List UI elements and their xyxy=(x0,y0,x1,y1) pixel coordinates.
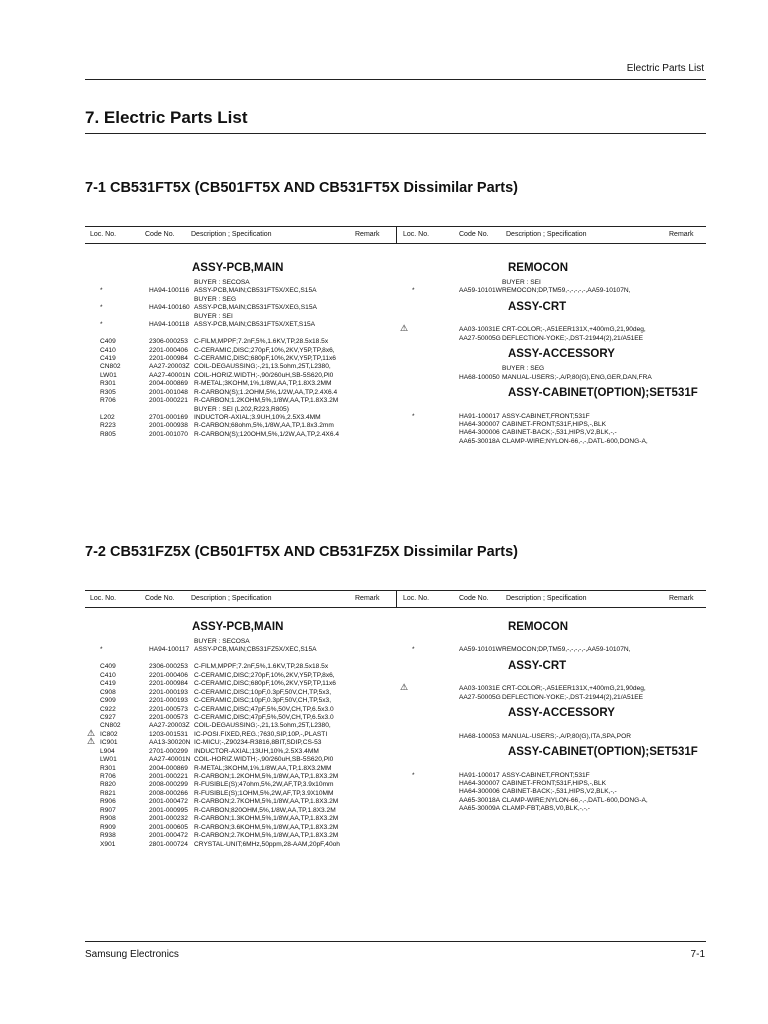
part-row xyxy=(400,772,705,780)
part-row xyxy=(87,287,392,295)
part-loc: C927 xyxy=(100,713,116,721)
table-header-7-2 xyxy=(85,590,706,608)
part-row xyxy=(87,646,392,654)
part-row xyxy=(87,397,392,405)
part-desc: DEFLECTION-YOKE;-,DST-21944(2),21/A51EE xyxy=(502,334,644,342)
part-loc: * xyxy=(100,321,103,329)
part-desc: REMOCON;DP,TM59,-,-,-,-,-,AA59-10107N, xyxy=(502,646,631,654)
part-loc: R805 xyxy=(100,430,116,438)
part-code: AA03-10031E xyxy=(459,685,501,693)
part-row xyxy=(400,797,705,805)
part-code: HA91-100017 xyxy=(459,771,500,779)
part-loc: C410 xyxy=(100,346,116,354)
part-code: 2001-000221 xyxy=(149,397,188,405)
part-desc: CRT-COLOR;-,A51EER131X,+400mG,21,90deg, xyxy=(502,326,646,334)
part-code: 2201-000193 xyxy=(149,697,188,705)
part-row xyxy=(400,374,705,382)
part-row xyxy=(87,781,392,789)
part-code: AA27-40001N xyxy=(149,756,191,764)
part-row xyxy=(400,438,705,446)
part-desc: C-FILM,MPPF;7.2nF,5%,1.6KV,TP,28.5x18.5x xyxy=(194,338,329,346)
part-row xyxy=(87,406,392,414)
part-code: 2001-001070 xyxy=(149,430,188,438)
col-remark: Remark xyxy=(669,231,694,238)
part-row xyxy=(400,638,705,646)
part-code: HA64-300006 xyxy=(459,788,500,796)
part-desc: C-CERAMIC,DISC;270pF,10%,2KV,Y5P,TP,8x6, xyxy=(194,671,335,679)
part-desc: BUYER : SEI xyxy=(194,312,233,320)
part-desc: BUYER : SEG xyxy=(502,365,545,373)
column-divider xyxy=(396,227,397,243)
part-code: 2001-000472 xyxy=(149,798,188,806)
part-desc: R-CARBON;3.6KOHM,5%,1/8W,AA,TP,1.8X3.2M xyxy=(194,823,339,831)
part-row xyxy=(400,733,705,741)
part-code: 2001-000472 xyxy=(149,832,188,840)
part-desc: CLAMP-WIRE;NYLON-66,-,-,DATL-600,DONG-A, xyxy=(502,796,648,804)
part-desc: BUYER : SEG xyxy=(194,295,237,303)
parts-column-right-7-1 xyxy=(400,257,705,446)
part-loc: * xyxy=(412,771,415,779)
part-code: 2001-000995 xyxy=(149,806,188,814)
part-row xyxy=(400,365,705,373)
part-code: 2201-000406 xyxy=(149,346,188,354)
part-row xyxy=(400,677,705,685)
part-code: 2306-000253 xyxy=(149,338,188,346)
group-heading: ASSY-PCB,MAIN xyxy=(192,262,284,274)
part-desc: R-CARBON;2.7KOHM,5%,1/8W,AA,TP,1.8X3.2M xyxy=(194,832,339,840)
part-code: HA64-300006 xyxy=(459,429,500,437)
part-code: AA03-10031E xyxy=(459,326,501,334)
col-code: Code No. xyxy=(459,595,489,602)
part-row xyxy=(87,279,392,287)
part-code: 2008-000299 xyxy=(149,781,188,789)
group-heading: ASSY-PCB,MAIN xyxy=(192,621,284,633)
part-code: HA64-300007 xyxy=(459,779,500,787)
part-loc: R305 xyxy=(100,388,116,396)
part-row xyxy=(400,694,705,702)
part-loc: R907 xyxy=(100,806,116,814)
part-desc: CRYSTAL-UNIT;6MHz,50ppm,28-AAM,20pF,40oh xyxy=(194,840,340,848)
part-desc: C-CERAMIC,DISC;680pF,10%,2KV,Y5P,TP,11x6 xyxy=(194,680,336,688)
part-row xyxy=(87,756,392,764)
col-desc: Description ; Specification xyxy=(506,231,587,238)
part-row xyxy=(87,655,392,663)
part-desc: R-CARBON;820OHM,5%,1/8W,AA,TP,1.8X3.2M xyxy=(194,806,336,814)
part-code: 2001-000605 xyxy=(149,823,188,831)
part-row xyxy=(400,805,705,813)
part-desc: COIL-DEGAUSSING;-,21,13.5ohm,25T,L2380, xyxy=(194,363,331,371)
part-loc: * xyxy=(100,287,103,295)
part-code: AA27-50005G xyxy=(459,334,501,342)
safety-warning-icon: ⚠ xyxy=(400,682,409,693)
part-row xyxy=(87,706,392,714)
col-code: Code No. xyxy=(145,231,175,238)
part-loc: * xyxy=(100,646,103,654)
part-desc: BUYER : SECOSA xyxy=(194,279,250,286)
group-heading: ASSY-CRT xyxy=(508,659,567,672)
part-row xyxy=(87,338,392,346)
part-code: AA27-20003Z xyxy=(149,363,190,371)
part-code: HA91-100017 xyxy=(459,412,500,420)
part-code: 1203-001531 xyxy=(149,730,188,738)
part-desc: COIL-HORIZ.WIDTH;-,90/260uH,SB-5S620,Pl0 xyxy=(194,756,334,764)
part-loc: IC901 xyxy=(100,739,118,747)
part-code: AA65-30018A xyxy=(459,437,501,445)
part-row xyxy=(87,389,392,397)
part-row xyxy=(87,422,392,430)
part-loc: LW01 xyxy=(100,371,117,379)
part-loc: L202 xyxy=(100,414,115,421)
part-row xyxy=(87,748,392,756)
part-row xyxy=(87,714,392,722)
part-code: AA65-30018A xyxy=(459,796,501,804)
title-rule xyxy=(85,133,706,134)
group-heading: ASSY-CRT xyxy=(508,300,567,313)
running-header: Electric Parts List xyxy=(626,63,704,74)
part-row xyxy=(87,355,392,363)
part-row xyxy=(400,682,705,693)
part-desc: INDUCTOR-AXIAL;13UH,10%,2.5X3.4MM xyxy=(194,747,319,755)
footer-page-number: 7-1 xyxy=(690,949,705,960)
part-code: 2201-000573 xyxy=(149,705,188,713)
part-code: HA64-300007 xyxy=(459,420,500,428)
col-loc: Loc. No. xyxy=(90,595,117,602)
part-desc: MANUAL-USERS;-,A/P,80(G),ITA,SPA,POR xyxy=(502,732,631,740)
part-code: 2701-000169 xyxy=(149,414,188,421)
part-row xyxy=(87,841,392,849)
part-row xyxy=(400,429,705,437)
group-heading: ASSY-ACCESSORY xyxy=(508,348,615,361)
part-desc: CABINET-BACK;-,531,HIPS,V2,BLK,-,- xyxy=(502,788,617,796)
part-desc: ASSY-PCB,MAIN;CB531FT5X/XEC,S15A xyxy=(194,287,317,295)
part-loc: * xyxy=(412,287,415,295)
part-row xyxy=(87,347,392,355)
parts-column-left-7-1 xyxy=(87,257,392,439)
part-desc: C-CERAMIC,DISC;680pF,10%,2KV,Y5P,TP,11x6 xyxy=(194,354,336,362)
part-desc: BUYER : SEI xyxy=(502,279,541,286)
part-loc: X901 xyxy=(100,840,116,848)
part-loc: CN802 xyxy=(100,363,121,371)
part-code: 2001-000221 xyxy=(149,773,188,780)
part-desc: IC-MICU;-,Z90234-R3816,8BIT,SDIP,CS-53 xyxy=(194,739,322,747)
part-desc: ASSY-PCB,MAIN;CB531FT5X/XEG,S15A xyxy=(194,304,317,312)
part-loc: CN802 xyxy=(100,722,121,730)
table-header-7-1 xyxy=(85,226,706,244)
safety-warning-icon: ⚠ xyxy=(400,323,409,334)
part-desc: CABINET-FRONT;531F,HIPS,-,BLK xyxy=(502,420,607,428)
footer-rule xyxy=(85,941,706,942)
part-code: 2001-000938 xyxy=(149,422,188,430)
part-loc: R821 xyxy=(100,789,116,797)
part-loc: R906 xyxy=(100,798,116,806)
section-heading-7-1: 7-1 CB531FT5X (CB501FT5X AND CB531FT5X Dissimilar Parts) xyxy=(85,180,519,196)
part-row xyxy=(87,765,392,773)
col-remark: Remark xyxy=(355,595,380,602)
part-loc: C419 xyxy=(100,354,116,362)
part-code: AA65-30009A xyxy=(459,805,501,813)
part-code: 2801-000724 xyxy=(149,840,188,848)
part-code: HA94-100117 xyxy=(149,646,190,654)
part-row xyxy=(87,672,392,680)
part-row xyxy=(87,380,392,388)
group-heading: REMOCON xyxy=(508,262,569,274)
parts-column-left-7-2 xyxy=(87,616,392,849)
part-row xyxy=(87,330,392,338)
part-desc: REMOCON;DP,TM59,-,-,-,-,-,AA59-10107N, xyxy=(502,287,631,295)
part-row xyxy=(87,824,392,832)
part-code: 2701-000299 xyxy=(149,747,188,755)
part-code: 2201-000406 xyxy=(149,671,188,679)
part-desc: CRT-COLOR;-,A51EER131X,+400mG,21,90deg, xyxy=(502,685,646,693)
part-row xyxy=(87,815,392,823)
part-row xyxy=(400,724,705,732)
part-desc: MANUAL-USERS;-,A/P,80(G),ENG,GER,DAN,FRA xyxy=(502,373,652,381)
part-row xyxy=(400,780,705,788)
part-row xyxy=(400,646,705,654)
part-loc: R908 xyxy=(100,815,116,823)
safety-warning-icon: ⚠ xyxy=(87,727,96,738)
part-row xyxy=(87,663,392,671)
part-desc: C-CERAMIC,DISC;10pF,0.3pF,50V,CH,TP,5x3, xyxy=(194,697,332,705)
header-rule xyxy=(85,79,706,80)
part-row xyxy=(87,296,392,304)
part-row xyxy=(87,313,392,321)
part-code: 2201-000984 xyxy=(149,680,188,688)
part-code: 2001-000232 xyxy=(149,815,188,823)
part-row xyxy=(87,321,392,329)
group-heading: ASSY-CABINET(OPTION);SET531F xyxy=(508,746,698,759)
part-desc: BUYER : SEI (L202,R223,R805) xyxy=(194,405,289,413)
part-row xyxy=(87,638,392,646)
part-loc: L904 xyxy=(100,747,115,755)
part-loc: R820 xyxy=(100,781,116,789)
part-row xyxy=(400,323,705,334)
part-loc: R938 xyxy=(100,832,116,840)
group-heading: REMOCON xyxy=(508,621,569,633)
col-remark: Remark xyxy=(355,231,380,238)
col-code: Code No. xyxy=(459,231,489,238)
part-code: 2306-000253 xyxy=(149,663,188,671)
part-desc: R-CARBON;2.7KOHM,5%,1/8W,AA,TP,1.8X3.2M xyxy=(194,798,339,806)
part-loc: R301 xyxy=(100,380,116,388)
part-row xyxy=(87,414,392,422)
part-desc: ASSY-CABINET,FRONT;531F xyxy=(502,412,590,420)
part-row xyxy=(87,680,392,688)
part-desc: CABINET-BACK;-,531,HIPS,V2,BLK,-,- xyxy=(502,429,617,437)
part-desc: R-FUSIBLE(S);47ohm,5%,2W,AF,TP,3.9x10mm xyxy=(194,781,334,789)
part-desc: R-CARBON;1.3KOHM,5%,1/8W,AA,TP,1.8X3.2M xyxy=(194,815,339,823)
part-loc: R909 xyxy=(100,823,116,831)
part-loc: C419 xyxy=(100,680,116,688)
part-code: HA94-100118 xyxy=(149,321,190,329)
part-desc: C-FILM,MPPF;7.2nF,5%,1.6KV,TP,28.5x18.5x xyxy=(194,663,329,671)
part-desc: R-METAL;3KOHM,1%,1/8W,AA,TP,1.8X3.2MM xyxy=(194,380,332,388)
part-loc: C409 xyxy=(100,338,116,346)
part-desc: R-METAL;3KOHM,1%,1/8W,AA,TP,1.8X3.2MM xyxy=(194,764,332,772)
part-code: AA27-20003Z xyxy=(149,722,190,730)
part-code: HA68-100050 xyxy=(459,373,500,381)
part-row xyxy=(400,421,705,429)
part-code: 2004-000869 xyxy=(149,380,188,388)
column-divider xyxy=(396,591,397,607)
col-remark: Remark xyxy=(669,595,694,602)
part-code: AA27-40001N xyxy=(149,371,191,379)
footer-company: Samsung Electronics xyxy=(85,949,179,960)
part-code: 2008-000266 xyxy=(149,789,188,797)
part-code: 2004-000869 xyxy=(149,764,188,772)
part-row xyxy=(87,736,392,747)
part-desc: ASSY-PCB,MAIN;CB531FT5X/XET,S15A xyxy=(194,321,316,329)
part-row xyxy=(400,404,705,412)
part-row xyxy=(87,790,392,798)
col-desc: Description ; Specification xyxy=(191,231,272,238)
part-desc: R-CARBON;68ohm,5%,1/8W,AA,TP,1.8x3.2mm xyxy=(194,422,334,430)
part-code: AA27-50005G xyxy=(459,693,501,701)
part-row xyxy=(87,807,392,815)
col-desc: Description ; Specification xyxy=(191,595,272,602)
part-desc: R-CARBON(S);120OHM,5%,1/2W,AA,TP,2.4X6.4 xyxy=(194,430,339,438)
part-desc: IC-POSI.FIXED,REG.;7630,SIP,10P,-,PLASTI xyxy=(194,730,328,738)
part-loc: R301 xyxy=(100,764,116,772)
part-row xyxy=(400,279,705,287)
part-desc: R-FUSIBLE(S);1OHM,5%,2W,AF,TP,3.9X10MM xyxy=(194,789,334,797)
part-loc: C409 xyxy=(100,663,116,671)
part-code: 2201-000984 xyxy=(149,354,188,362)
part-desc: R-CARBON(S);1.2OHM,5%,1/2W,AA,TP,2.4X6.4 xyxy=(194,388,338,396)
section-heading-7-2: 7-2 CB531FZ5X (CB501FT5X AND CB531FZ5X Dissimilar Parts) xyxy=(85,544,519,560)
part-desc: ASSY-CABINET,FRONT;531F xyxy=(502,771,590,779)
part-desc: C-CERAMIC,DISC;47pF,5%,50V,CH,TP,6.5x3.0 xyxy=(194,705,334,713)
part-row xyxy=(400,763,705,771)
part-loc: * xyxy=(100,304,103,312)
part-row xyxy=(87,304,392,312)
part-code: AA13-30020N xyxy=(149,739,191,747)
part-row xyxy=(87,773,392,781)
part-row xyxy=(400,287,705,295)
part-desc: COIL-DEGAUSSING;-,21,13.5ohm,25T,L2380, xyxy=(194,722,331,730)
parts-column-right-7-2 xyxy=(400,616,705,814)
part-code: 2201-000573 xyxy=(149,713,188,721)
part-desc: CLAMP-WIRE;NYLON-66,-,-,DATL-600,DONG-A, xyxy=(502,437,648,445)
part-loc: R706 xyxy=(100,397,116,405)
part-row xyxy=(87,798,392,806)
part-loc: IC802 xyxy=(100,730,118,738)
part-row xyxy=(87,363,392,371)
part-row xyxy=(400,318,705,326)
part-desc: C-CERAMIC,DISC;10pF,0.3pF,50V,CH,TP,5x3, xyxy=(194,688,332,696)
part-row xyxy=(400,335,705,343)
part-code: HA94-100160 xyxy=(149,304,190,312)
page-title: 7. Electric Parts List xyxy=(85,108,248,127)
part-row xyxy=(87,727,392,739)
part-code: AA59-10101W xyxy=(459,287,502,295)
group-heading: ASSY-CABINET(OPTION);SET531F xyxy=(508,387,698,400)
part-row xyxy=(87,431,392,439)
part-loc: C908 xyxy=(100,688,116,696)
safety-warning-icon: ⚠ xyxy=(87,736,96,747)
part-loc: C410 xyxy=(100,671,116,679)
part-row xyxy=(87,689,392,697)
part-row xyxy=(87,372,392,380)
part-desc: C-CERAMIC,DISC;47pF,5%,50V,CH,TP,6.5x3.0 xyxy=(194,713,334,721)
part-loc: R706 xyxy=(100,773,116,780)
part-desc: R-CARBON;1.2KOHM,5%,1/8W,AA,TP,1.8X3.2M xyxy=(194,397,339,405)
col-desc: Description ; Specification xyxy=(506,595,587,602)
part-loc: C909 xyxy=(100,697,116,705)
part-code: 2001-001048 xyxy=(149,388,188,396)
part-row xyxy=(87,697,392,705)
part-desc: R-CARBON;1.2KOHM,5%,1/8W,AA,TP,1.8X3.2M xyxy=(194,773,339,780)
part-desc: ASSY-PCB,MAIN;CB531FZ5X/XEC,S15A xyxy=(194,646,317,654)
part-row xyxy=(400,788,705,796)
part-code: AA59-10101W xyxy=(459,646,502,654)
part-row xyxy=(87,832,392,840)
col-loc: Loc. No. xyxy=(403,231,430,238)
part-desc: BUYER : SECOSA xyxy=(194,638,250,645)
part-loc: R223 xyxy=(100,422,116,430)
part-desc: INDUCTOR-AXIAL;3.9UH,10%,2.5X3.4MM xyxy=(194,414,321,421)
col-code: Code No. xyxy=(145,595,175,602)
part-loc: C922 xyxy=(100,705,116,713)
group-heading: ASSY-ACCESSORY xyxy=(508,707,615,720)
part-desc: CLAMP-FBT;ABS,V0,BLK,-,-,- xyxy=(502,805,590,813)
part-row xyxy=(87,722,392,730)
part-desc: C-CERAMIC,DISC;270pF,10%,2KV,Y5P,TP,8x6, xyxy=(194,346,335,354)
part-loc: * xyxy=(412,412,415,420)
part-desc: CABINET-FRONT;531F,HIPS,-,BLK xyxy=(502,779,607,787)
part-row xyxy=(400,413,705,421)
part-code: 2201-000193 xyxy=(149,688,188,696)
part-code: HA94-100116 xyxy=(149,287,190,295)
part-desc: DEFLECTION-YOKE;-,DST-21944(2),21/A51EE xyxy=(502,693,644,701)
part-desc: COIL-HORIZ.WIDTH;-,90/260uH,SB-5S620,Pl0 xyxy=(194,371,334,379)
part-code: HA68-100053 xyxy=(459,732,500,740)
col-loc: Loc. No. xyxy=(403,595,430,602)
part-loc: * xyxy=(412,646,415,654)
part-loc: LW01 xyxy=(100,756,117,764)
col-loc: Loc. No. xyxy=(90,231,117,238)
